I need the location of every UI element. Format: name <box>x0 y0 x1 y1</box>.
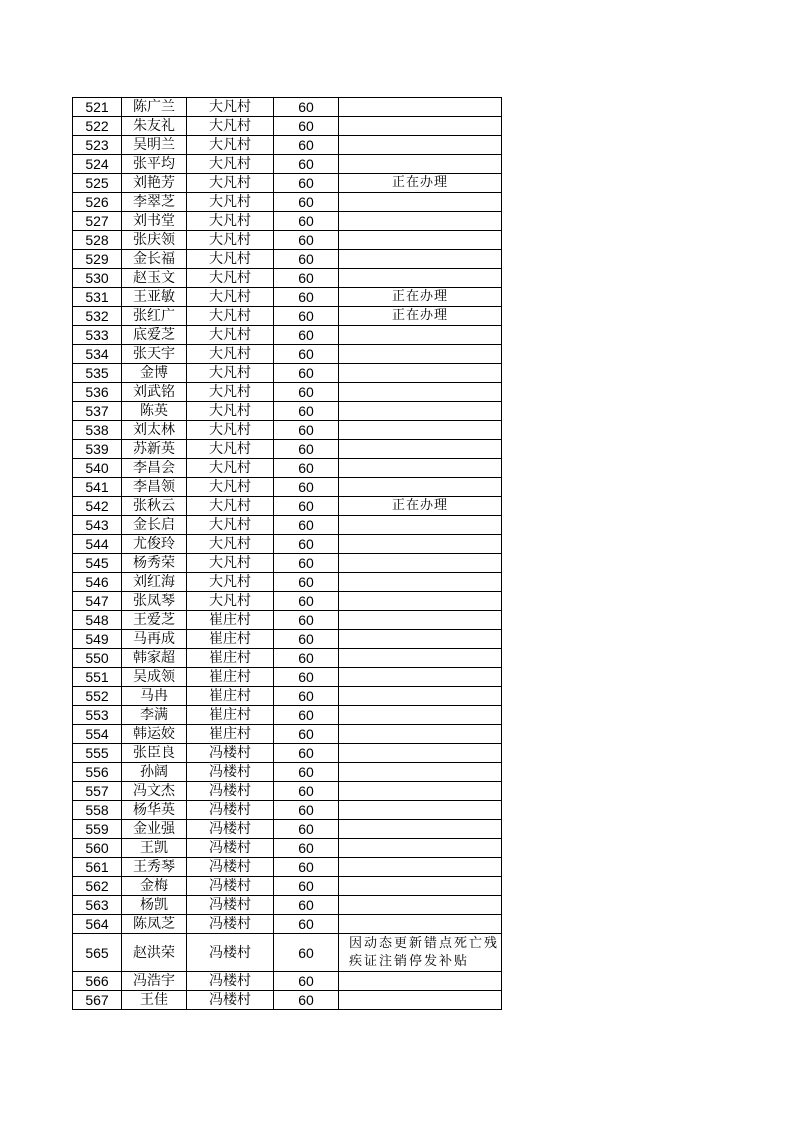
table-row <box>73 155 502 174</box>
amount-cell: 60 <box>274 98 339 117</box>
person-name-cell: 张红广 <box>122 307 187 326</box>
row-number-cell: 552 <box>73 687 122 706</box>
remark-cell <box>339 383 502 402</box>
amount-cell: 60 <box>274 782 339 801</box>
amount-cell: 60 <box>274 706 339 725</box>
row-number-cell: 553 <box>73 706 122 725</box>
village-name-cell: 冯楼村 <box>187 839 274 858</box>
remark-cell <box>339 364 502 383</box>
remark-cell <box>339 535 502 554</box>
village-name-cell: 冯楼村 <box>187 896 274 915</box>
person-name-cell: 张凤琴 <box>122 592 187 611</box>
person-name-cell: 马冉 <box>122 687 187 706</box>
amount-cell: 60 <box>274 630 339 649</box>
village-name-cell: 大凡村 <box>187 573 274 592</box>
row-number-cell: 564 <box>73 915 122 934</box>
row-number-cell: 541 <box>73 478 122 497</box>
person-name-cell: 赵洪荣 <box>122 934 187 972</box>
table-row <box>73 440 502 459</box>
person-name-cell: 韩运姣 <box>122 725 187 744</box>
remark-cell <box>339 744 502 763</box>
remark-cell: 正在办理 <box>339 307 502 326</box>
amount-cell: 60 <box>274 193 339 212</box>
remark-cell <box>339 231 502 250</box>
person-name-cell: 底爱芝 <box>122 326 187 345</box>
remark-cell <box>339 687 502 706</box>
remark-cell <box>339 117 502 136</box>
row-number-cell: 567 <box>73 991 122 1010</box>
amount-cell: 60 <box>274 592 339 611</box>
person-name-cell: 金梅 <box>122 877 187 896</box>
table-row <box>73 459 502 478</box>
amount-cell: 60 <box>274 364 339 383</box>
village-name-cell: 冯楼村 <box>187 991 274 1010</box>
table-row <box>73 307 502 326</box>
village-name-cell: 大凡村 <box>187 98 274 117</box>
person-name-cell: 李昌会 <box>122 459 187 478</box>
amount-cell: 60 <box>274 250 339 269</box>
amount-cell: 60 <box>274 573 339 592</box>
remark-cell: 正在办理 <box>339 497 502 516</box>
amount-cell: 60 <box>274 858 339 877</box>
row-number-cell: 522 <box>73 117 122 136</box>
row-number-cell: 551 <box>73 668 122 687</box>
row-number-cell: 539 <box>73 440 122 459</box>
row-number-cell: 545 <box>73 554 122 573</box>
person-name-cell: 韩家超 <box>122 649 187 668</box>
person-name-cell: 冯浩宇 <box>122 972 187 991</box>
table-row <box>73 991 502 1010</box>
table-row <box>73 497 502 516</box>
table-row <box>73 801 502 820</box>
row-number-cell: 558 <box>73 801 122 820</box>
row-number-cell: 531 <box>73 288 122 307</box>
remark-cell <box>339 212 502 231</box>
amount-cell: 60 <box>274 725 339 744</box>
amount-cell: 60 <box>274 801 339 820</box>
table-row <box>73 421 502 440</box>
village-name-cell: 大凡村 <box>187 402 274 421</box>
amount-cell: 60 <box>274 269 339 288</box>
amount-cell: 60 <box>274 478 339 497</box>
table-row <box>73 174 502 193</box>
amount-cell: 60 <box>274 896 339 915</box>
table-row <box>73 630 502 649</box>
person-name-cell: 朱友礼 <box>122 117 187 136</box>
person-name-cell: 张秋云 <box>122 497 187 516</box>
amount-cell: 60 <box>274 535 339 554</box>
table-row <box>73 345 502 364</box>
remark-cell <box>339 573 502 592</box>
row-number-cell: 550 <box>73 649 122 668</box>
row-number-cell: 534 <box>73 345 122 364</box>
person-name-cell: 李满 <box>122 706 187 725</box>
person-name-cell: 金长启 <box>122 516 187 535</box>
village-name-cell: 崔庄村 <box>187 687 274 706</box>
row-number-cell: 536 <box>73 383 122 402</box>
remark-cell <box>339 668 502 687</box>
remark-cell <box>339 820 502 839</box>
table-row <box>73 269 502 288</box>
row-number-cell: 521 <box>73 98 122 117</box>
person-name-cell: 杨华英 <box>122 801 187 820</box>
person-name-cell: 张天宇 <box>122 345 187 364</box>
person-name-cell: 金博 <box>122 364 187 383</box>
amount-cell: 60 <box>274 155 339 174</box>
table-row <box>73 136 502 155</box>
person-name-cell: 苏新英 <box>122 440 187 459</box>
table-body <box>73 98 502 1010</box>
remark-cell <box>339 155 502 174</box>
remark-cell <box>339 345 502 364</box>
amount-cell: 60 <box>274 649 339 668</box>
amount-cell: 60 <box>274 326 339 345</box>
row-number-cell: 554 <box>73 725 122 744</box>
remark-cell <box>339 269 502 288</box>
remark-cell <box>339 991 502 1010</box>
village-name-cell: 大凡村 <box>187 155 274 174</box>
village-name-cell: 崔庄村 <box>187 611 274 630</box>
village-name-cell: 冯楼村 <box>187 782 274 801</box>
village-name-cell: 大凡村 <box>187 193 274 212</box>
remark-cell <box>339 630 502 649</box>
person-name-cell: 李翠芝 <box>122 193 187 212</box>
village-name-cell: 大凡村 <box>187 383 274 402</box>
table-row <box>73 516 502 535</box>
row-number-cell: 548 <box>73 611 122 630</box>
village-name-cell: 大凡村 <box>187 269 274 288</box>
person-name-cell: 李昌领 <box>122 478 187 497</box>
person-name-cell: 刘艳芳 <box>122 174 187 193</box>
amount-cell: 60 <box>274 231 339 250</box>
village-name-cell: 大凡村 <box>187 174 274 193</box>
remark-cell: 正在办理 <box>339 174 502 193</box>
row-number-cell: 524 <box>73 155 122 174</box>
village-name-cell: 崔庄村 <box>187 668 274 687</box>
village-name-cell: 冯楼村 <box>187 858 274 877</box>
person-name-cell: 杨秀荣 <box>122 554 187 573</box>
remark-cell <box>339 801 502 820</box>
village-name-cell: 大凡村 <box>187 478 274 497</box>
village-name-cell: 冯楼村 <box>187 801 274 820</box>
village-name-cell: 崔庄村 <box>187 725 274 744</box>
table-row <box>73 877 502 896</box>
amount-cell: 60 <box>274 174 339 193</box>
remark-cell <box>339 858 502 877</box>
amount-cell: 60 <box>274 991 339 1010</box>
amount-cell: 60 <box>274 687 339 706</box>
table-row <box>73 972 502 991</box>
amount-cell: 60 <box>274 611 339 630</box>
person-name-cell: 刘武铭 <box>122 383 187 402</box>
village-name-cell: 大凡村 <box>187 554 274 573</box>
row-number-cell: 523 <box>73 136 122 155</box>
person-name-cell: 吴明兰 <box>122 136 187 155</box>
remark-cell <box>339 326 502 345</box>
table-row <box>73 117 502 136</box>
person-name-cell: 金长福 <box>122 250 187 269</box>
village-name-cell: 大凡村 <box>187 364 274 383</box>
person-name-cell: 张庆领 <box>122 231 187 250</box>
table-row <box>73 554 502 573</box>
amount-cell: 60 <box>274 459 339 478</box>
table-row <box>73 383 502 402</box>
row-number-cell: 528 <box>73 231 122 250</box>
remark-cell <box>339 839 502 858</box>
village-name-cell: 大凡村 <box>187 516 274 535</box>
row-number-cell: 540 <box>73 459 122 478</box>
person-name-cell: 吴成领 <box>122 668 187 687</box>
amount-cell: 60 <box>274 497 339 516</box>
amount-cell: 60 <box>274 554 339 573</box>
person-name-cell: 孙阔 <box>122 763 187 782</box>
row-number-cell: 561 <box>73 858 122 877</box>
table-row <box>73 611 502 630</box>
person-name-cell: 金业强 <box>122 820 187 839</box>
village-name-cell: 大凡村 <box>187 136 274 155</box>
remark-cell <box>339 193 502 212</box>
remark-cell <box>339 136 502 155</box>
village-name-cell: 冯楼村 <box>187 744 274 763</box>
table-row <box>73 763 502 782</box>
amount-cell: 60 <box>274 383 339 402</box>
table-row <box>73 364 502 383</box>
row-number-cell: 533 <box>73 326 122 345</box>
table-row <box>73 687 502 706</box>
village-name-cell: 冯楼村 <box>187 915 274 934</box>
amount-cell: 60 <box>274 440 339 459</box>
village-name-cell: 大凡村 <box>187 421 274 440</box>
row-number-cell: 557 <box>73 782 122 801</box>
remark-cell <box>339 649 502 668</box>
table-row <box>73 896 502 915</box>
amount-cell: 60 <box>274 402 339 421</box>
remark-cell <box>339 706 502 725</box>
table-row <box>73 725 502 744</box>
remark-cell <box>339 877 502 896</box>
row-number-cell: 566 <box>73 972 122 991</box>
table-row <box>73 288 502 307</box>
table-row <box>73 649 502 668</box>
table-row <box>73 915 502 934</box>
person-name-cell: 王爱芝 <box>122 611 187 630</box>
row-number-cell: 549 <box>73 630 122 649</box>
remark-cell <box>339 592 502 611</box>
village-name-cell: 大凡村 <box>187 326 274 345</box>
table-row <box>73 212 502 231</box>
village-name-cell: 大凡村 <box>187 288 274 307</box>
row-number-cell: 555 <box>73 744 122 763</box>
remark-cell <box>339 782 502 801</box>
person-name-cell: 陈凤芝 <box>122 915 187 934</box>
person-name-cell: 陈广兰 <box>122 98 187 117</box>
row-number-cell: 530 <box>73 269 122 288</box>
row-number-cell: 543 <box>73 516 122 535</box>
table-row <box>73 820 502 839</box>
table-row <box>73 934 502 972</box>
remark-cell <box>339 915 502 934</box>
amount-cell: 60 <box>274 915 339 934</box>
table-row <box>73 193 502 212</box>
remark-cell <box>339 554 502 573</box>
village-name-cell: 冯楼村 <box>187 877 274 896</box>
table-row <box>73 592 502 611</box>
amount-cell: 60 <box>274 345 339 364</box>
village-name-cell: 冯楼村 <box>187 820 274 839</box>
person-name-cell: 赵玉文 <box>122 269 187 288</box>
table-row <box>73 250 502 269</box>
amount-cell: 60 <box>274 839 339 858</box>
row-number-cell: 525 <box>73 174 122 193</box>
amount-cell: 60 <box>274 763 339 782</box>
row-number-cell: 560 <box>73 839 122 858</box>
village-name-cell: 大凡村 <box>187 307 274 326</box>
row-number-cell: 544 <box>73 535 122 554</box>
remark-cell <box>339 516 502 535</box>
amount-cell: 60 <box>274 212 339 231</box>
remark-cell: 正在办理 <box>339 288 502 307</box>
person-name-cell: 尤俊玲 <box>122 535 187 554</box>
table-row <box>73 668 502 687</box>
amount-cell: 60 <box>274 820 339 839</box>
person-name-cell: 王秀琴 <box>122 858 187 877</box>
table-row <box>73 706 502 725</box>
remark-cell <box>339 421 502 440</box>
row-number-cell: 565 <box>73 934 122 972</box>
person-name-cell: 王佳 <box>122 991 187 1010</box>
person-name-cell: 刘书堂 <box>122 212 187 231</box>
row-number-cell: 563 <box>73 896 122 915</box>
village-name-cell: 大凡村 <box>187 592 274 611</box>
village-name-cell: 冯楼村 <box>187 763 274 782</box>
village-name-cell: 大凡村 <box>187 250 274 269</box>
village-name-cell: 大凡村 <box>187 440 274 459</box>
village-name-cell: 崔庄村 <box>187 706 274 725</box>
row-number-cell: 556 <box>73 763 122 782</box>
village-name-cell: 冯楼村 <box>187 934 274 972</box>
row-number-cell: 542 <box>73 497 122 516</box>
table-row <box>73 402 502 421</box>
amount-cell: 60 <box>274 877 339 896</box>
table-row <box>73 839 502 858</box>
person-name-cell: 冯文杰 <box>122 782 187 801</box>
remark-cell <box>339 611 502 630</box>
table-row <box>73 535 502 554</box>
village-name-cell: 冯楼村 <box>187 972 274 991</box>
amount-cell: 60 <box>274 516 339 535</box>
row-number-cell: 527 <box>73 212 122 231</box>
village-name-cell: 大凡村 <box>187 212 274 231</box>
village-name-cell: 大凡村 <box>187 117 274 136</box>
remark-cell <box>339 725 502 744</box>
table-row <box>73 326 502 345</box>
remark-cell <box>339 98 502 117</box>
table-row <box>73 231 502 250</box>
person-name-cell: 陈英 <box>122 402 187 421</box>
remark-cell <box>339 478 502 497</box>
row-number-cell: 529 <box>73 250 122 269</box>
table-row <box>73 98 502 117</box>
village-name-cell: 大凡村 <box>187 459 274 478</box>
amount-cell: 60 <box>274 136 339 155</box>
table-row <box>73 478 502 497</box>
amount-cell: 60 <box>274 972 339 991</box>
row-number-cell: 562 <box>73 877 122 896</box>
amount-cell: 60 <box>274 117 339 136</box>
amount-cell: 60 <box>274 934 339 972</box>
person-name-cell: 马再成 <box>122 630 187 649</box>
person-name-cell: 张臣良 <box>122 744 187 763</box>
table-row <box>73 782 502 801</box>
row-number-cell: 535 <box>73 364 122 383</box>
village-name-cell: 大凡村 <box>187 497 274 516</box>
row-number-cell: 537 <box>73 402 122 421</box>
remark-cell <box>339 896 502 915</box>
village-name-cell: 崔庄村 <box>187 630 274 649</box>
row-number-cell: 538 <box>73 421 122 440</box>
amount-cell: 60 <box>274 744 339 763</box>
person-name-cell: 王凯 <box>122 839 187 858</box>
amount-cell: 60 <box>274 421 339 440</box>
subsidy-table <box>72 97 502 1010</box>
person-name-cell: 杨凯 <box>122 896 187 915</box>
remark-cell: 因动态更新错点死亡残疾证注销停发补贴 <box>339 934 502 972</box>
amount-cell: 60 <box>274 307 339 326</box>
row-number-cell: 547 <box>73 592 122 611</box>
remark-cell <box>339 459 502 478</box>
person-name-cell: 刘太林 <box>122 421 187 440</box>
village-name-cell: 崔庄村 <box>187 649 274 668</box>
row-number-cell: 526 <box>73 193 122 212</box>
amount-cell: 60 <box>274 288 339 307</box>
remark-cell <box>339 763 502 782</box>
village-name-cell: 大凡村 <box>187 535 274 554</box>
remark-cell <box>339 972 502 991</box>
village-name-cell: 大凡村 <box>187 231 274 250</box>
remark-cell <box>339 250 502 269</box>
remark-cell <box>339 440 502 459</box>
row-number-cell: 546 <box>73 573 122 592</box>
row-number-cell: 532 <box>73 307 122 326</box>
remark-cell <box>339 402 502 421</box>
village-name-cell: 大凡村 <box>187 345 274 364</box>
table-row <box>73 858 502 877</box>
person-name-cell: 刘红海 <box>122 573 187 592</box>
person-name-cell: 张平均 <box>122 155 187 174</box>
person-name-cell: 王亚敏 <box>122 288 187 307</box>
table-row <box>73 573 502 592</box>
table-row <box>73 744 502 763</box>
row-number-cell: 559 <box>73 820 122 839</box>
amount-cell: 60 <box>274 668 339 687</box>
